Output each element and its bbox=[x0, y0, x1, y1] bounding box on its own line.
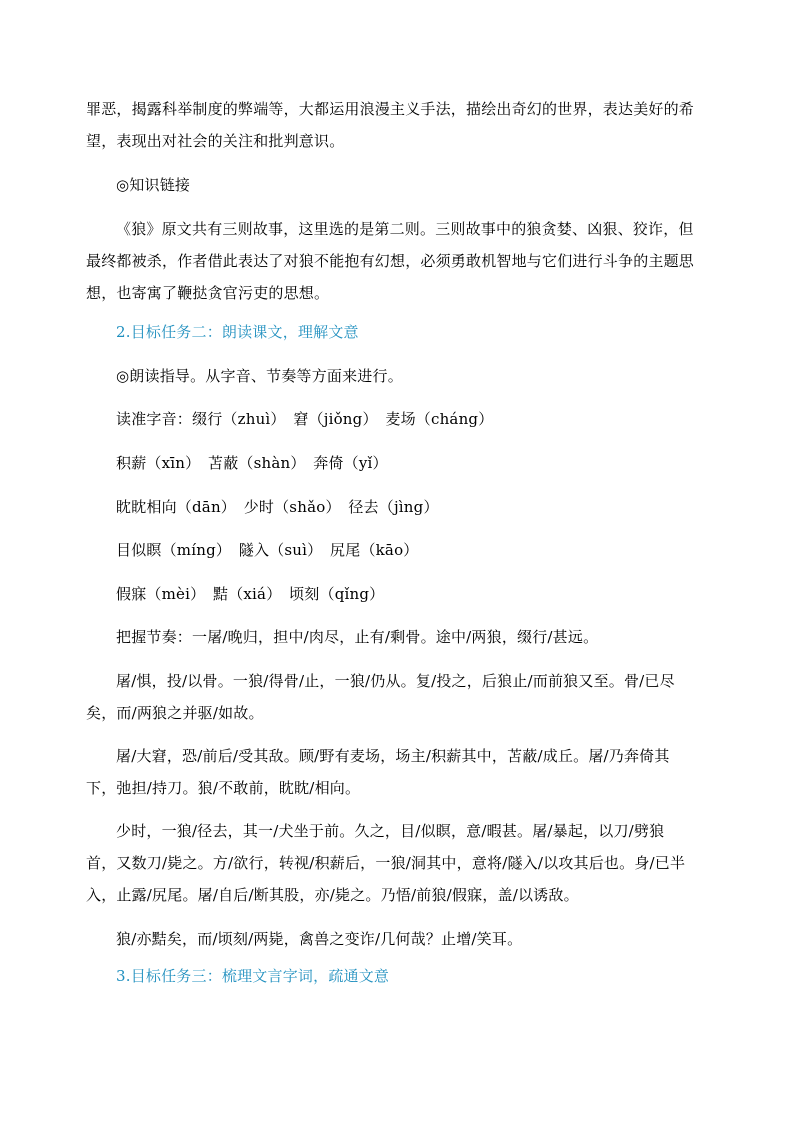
rhythm-paragraph-3-line-2: 首，又数刀/毙之。方/欲行，转视/积薪后，一狼/洞其中，意将/隧入/以攻其后也。身/已半 bbox=[86, 854, 686, 872]
rhythm-paragraph-1-line-1: 屠/惧，投/以骨。一狼/得骨/止，一狼/仍从。复/投之，后狼止/而前狼又至。骨/已尽 bbox=[116, 672, 675, 690]
rhythm-intro: 把握节奏：一屠/晚归，担中/肉尽，止有/剩骨。途中/两狼，缀行/甚远。 bbox=[116, 628, 599, 646]
task-2-heading: 2.目标任务二：朗读课文，理解文意 bbox=[116, 323, 359, 341]
task-3-heading: 3.目标任务三：梳理文言字词，疏通文意 bbox=[116, 967, 390, 985]
pronunciation-line-2: 积薪（xīn） 苫蔽（shàn） 奔倚（yǐ） bbox=[116, 454, 388, 472]
pronunciation-line-3: 眈眈相向（dān） 少时（shǎo） 径去（jìng） bbox=[116, 498, 439, 516]
rhythm-paragraph-4: 狼/亦黠矣，而/顷刻/两毙，禽兽之变诈/几何哉？止增/笑耳。 bbox=[116, 930, 523, 948]
pronunciation-line-5: 假寐（mèi） 黠（xiá） 顷刻（qǐng） bbox=[116, 585, 385, 603]
rhythm-paragraph-1-line-2: 矣，而/两狼之并驱/如故。 bbox=[86, 704, 264, 722]
paragraph-2-line-2: 最终都被杀，作者借此表达了对狼不能抱有幻想，必须勇敢机智地与它们进行斗争的主题思 bbox=[86, 252, 695, 270]
pronunciation-line-4: 目似瞑（míng） 隧入（suì） 尻尾（kāo） bbox=[116, 541, 419, 559]
rhythm-paragraph-2-line-1: 屠/大窘，恐/前后/受其敌。顾/野有麦场，场主/积薪其中，苫蔽/成丘。屠/乃奔倚其 bbox=[116, 747, 670, 765]
knowledge-link-title: ◎知识链接 bbox=[116, 176, 191, 194]
pronunciation-line-1: 读准字音：缀行（zhuì） 窘（jiǒng） 麦场（cháng） bbox=[116, 410, 494, 428]
rhythm-paragraph-2-line-2: 下，弛担/持刀。狼/不敢前，眈眈/相向。 bbox=[86, 779, 361, 797]
paragraph-1-line-1: 罪恶，揭露科举制度的弊端等，大都运用浪漫主义手法，描绘出奇幻的世界，表达美好的希 bbox=[86, 100, 695, 118]
rhythm-paragraph-3-line-1: 少时，一狼/径去，其一/犬坐于前。久之，目/似瞑，意/暇甚。屠/暴起，以刀/劈狼 bbox=[116, 822, 665, 840]
paragraph-2-line-3: 想，也寄寓了鞭挞贪官污吏的思想。 bbox=[86, 284, 330, 302]
reading-guide: ◎朗读指导。从字音、节奏等方面来进行。 bbox=[116, 367, 403, 385]
rhythm-paragraph-3-line-3: 入，止露/尻尾。屠/自后/断其股，亦/毙之。乃悟/前狼/假寐，盖/以诱敌。 bbox=[86, 886, 579, 904]
paragraph-2-line-1: 《狼》原文共有三则故事，这里选的是第二则。三则故事中的狼贪婪、凶狠、狡诈，但 bbox=[116, 220, 694, 238]
paragraph-1-line-2: 望，表现出对社会的关注和批判意识。 bbox=[86, 132, 345, 150]
